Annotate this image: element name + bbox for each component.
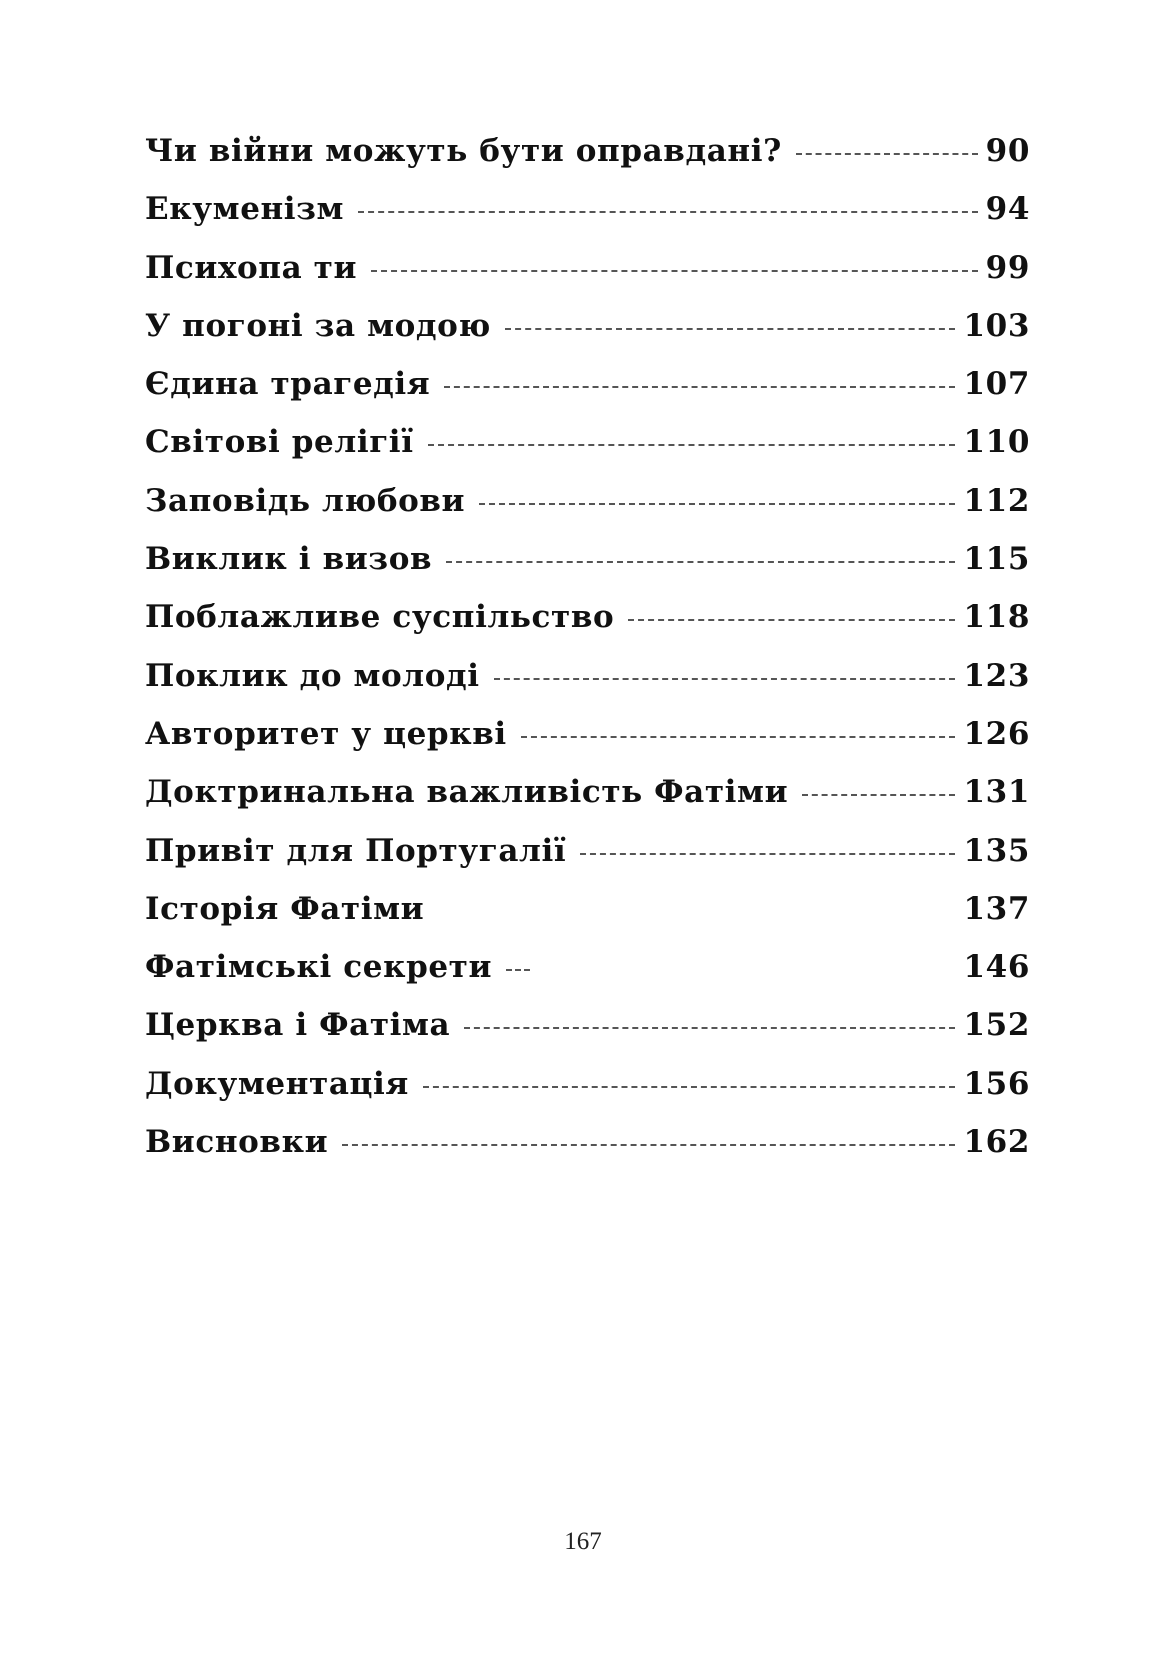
toc-entry-title: Поклик до молоді bbox=[145, 657, 480, 694]
toc-entry-title: У погоні за модою bbox=[145, 307, 491, 344]
toc-leader bbox=[358, 211, 978, 213]
page-number: 167 bbox=[564, 1528, 602, 1555]
toc-entry-page: 137 bbox=[963, 890, 1030, 927]
toc-entry-title: Церква і Фатіма bbox=[145, 1007, 451, 1044]
toc-leader bbox=[802, 794, 955, 796]
toc-entry-page: 152 bbox=[963, 1007, 1030, 1044]
toc-entry-title: Історія Фатіми bbox=[145, 890, 425, 927]
toc-entry bbox=[145, 949, 1030, 1007]
toc-entry bbox=[145, 483, 1030, 541]
toc-entry bbox=[145, 1124, 1030, 1182]
toc-entry-page: 94 bbox=[985, 191, 1030, 228]
toc-entry-title: Фатімські секрети bbox=[145, 949, 493, 986]
toc-entry-page: 112 bbox=[963, 482, 1030, 519]
toc-entry-page: 126 bbox=[963, 715, 1030, 752]
toc-leader bbox=[506, 969, 530, 971]
toc-entry-title: Єдина трагедія bbox=[145, 366, 431, 403]
toc-entry-page: 146 bbox=[963, 949, 1030, 986]
toc-leader bbox=[446, 561, 955, 563]
toc-entry-title: Доктринальна важливість Фатіми bbox=[145, 774, 789, 811]
toc-entry bbox=[145, 366, 1030, 424]
toc-entry bbox=[145, 191, 1030, 249]
toc-leader bbox=[428, 444, 956, 446]
toc-entry-page: 107 bbox=[963, 366, 1030, 403]
toc-entry bbox=[145, 250, 1030, 308]
toc-entry bbox=[145, 658, 1030, 716]
toc-leader bbox=[521, 736, 956, 738]
toc-leader bbox=[464, 1027, 955, 1029]
toc-entry-title: Виклик і визов bbox=[145, 541, 433, 578]
toc-leader bbox=[438, 911, 955, 913]
toc-entry bbox=[145, 541, 1030, 599]
toc-entry-title: Поблажливе суспільство bbox=[145, 599, 615, 636]
toc-entry bbox=[145, 774, 1030, 832]
toc-entry-title: Заповідь любови bbox=[145, 482, 466, 519]
toc-entry-title: Висновки bbox=[145, 1124, 329, 1161]
toc-entry-title: Чи війни можуть бути оправдані? bbox=[145, 133, 782, 169]
toc-entry bbox=[145, 133, 1030, 191]
toc-entry-title: Психопа ти bbox=[145, 249, 358, 286]
toc-leader bbox=[796, 153, 978, 155]
toc-entry-title: Привіт для Португалії bbox=[145, 832, 567, 869]
toc-leader bbox=[371, 270, 978, 272]
toc-entry-page: 90 bbox=[985, 133, 1030, 169]
toc-leader bbox=[494, 678, 956, 680]
toc-leader bbox=[423, 1086, 956, 1088]
table-of-contents bbox=[145, 133, 1030, 1182]
toc-entry-page: 135 bbox=[963, 832, 1030, 869]
toc-entry-title: Екуменізм bbox=[145, 191, 345, 228]
toc-entry-page: 123 bbox=[963, 657, 1030, 694]
toc-entry-title: Авторитет у церкві bbox=[145, 715, 507, 752]
toc-entry bbox=[145, 424, 1030, 482]
toc-entry bbox=[145, 891, 1030, 949]
toc-entry-page: 118 bbox=[963, 599, 1030, 636]
toc-entry bbox=[145, 1007, 1030, 1065]
toc-entry bbox=[145, 308, 1030, 366]
toc-entry bbox=[145, 716, 1030, 774]
toc-leader bbox=[628, 619, 955, 621]
toc-entry-title: Документація bbox=[145, 1065, 409, 1102]
toc-entry-page: 115 bbox=[963, 541, 1030, 578]
toc-leader bbox=[444, 386, 955, 388]
toc-entry-page: 162 bbox=[963, 1124, 1030, 1161]
toc-entry-page: 131 bbox=[963, 774, 1030, 811]
toc-entry-page: 110 bbox=[963, 424, 1030, 461]
toc-entry bbox=[145, 1066, 1030, 1124]
toc-entry-title: Світові релігії bbox=[145, 424, 414, 461]
toc-leader bbox=[505, 328, 956, 330]
toc-leader bbox=[342, 1144, 955, 1146]
toc-entry-page: 156 bbox=[963, 1065, 1030, 1102]
toc-leader bbox=[479, 503, 955, 505]
toc-leader bbox=[580, 853, 955, 855]
toc-entry-page: 103 bbox=[963, 307, 1030, 344]
toc-entry bbox=[145, 599, 1030, 657]
toc-entry-page: 99 bbox=[985, 249, 1030, 286]
toc-entry bbox=[145, 833, 1030, 891]
